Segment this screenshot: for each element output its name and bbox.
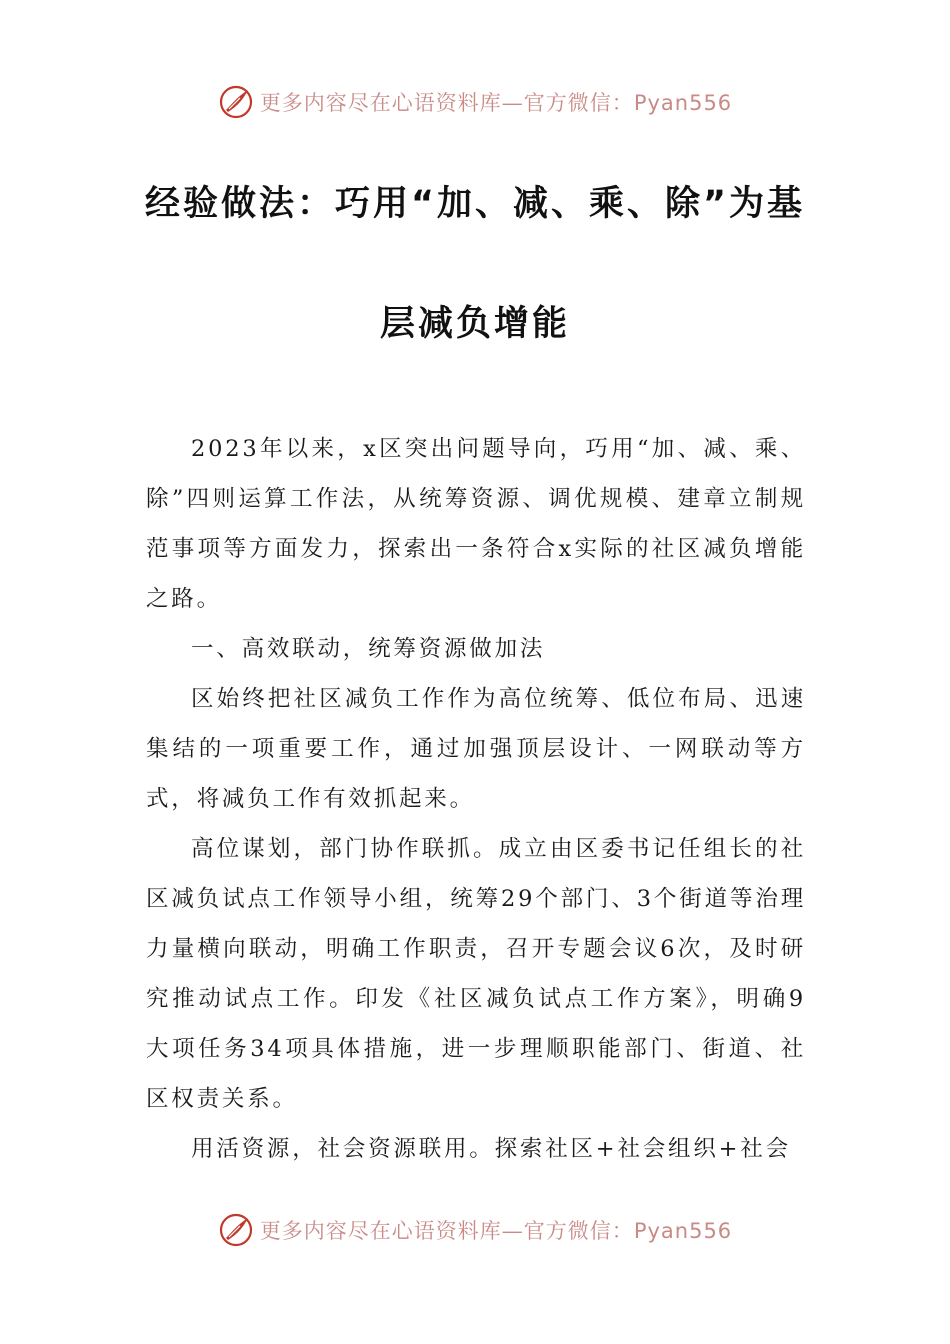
banner-text: 更多内容尽在心语资料库—官方微信：Pyan556: [259, 1219, 733, 1243]
watermark-banner-bottom: [0, 1208, 950, 1252]
paragraph-intro: 2023年以来，x区突出问题导向，巧用“加、减、乘、除”四则运算工作法，从统筹资源、调优规模、建章立制规范事项等方面发力，探索出一条符合x实际的社区减负增能之路。: [146, 436, 806, 612]
section-heading: 一、高效联动，统筹资源做加法: [191, 636, 546, 662]
page-title-line-2: 层减负增能: [379, 304, 570, 344]
paragraph: 区始终把社区减负工作作为高位统筹、低位布局、迅速集结的一项重要工作，通过加强顶层设计、一网联动等方式，将减负工作有效抓起来。: [146, 686, 806, 812]
banner-handle: Pyan556: [633, 1219, 733, 1243]
banner-handle: Pyan556: [633, 91, 733, 115]
watermark-banner-top: [0, 80, 950, 124]
paragraph: 高位谋划，部门协作联抓。成立由区委书记任组长的社区减负试点工作领导小组，统筹29个部门、3个街道等治理力量横向联动，明确工作职责，召开专题会议6次，及时研究推动试点工作。印发《社区减负试点工作方案》，明确9大项任务34项具体措施，进一步理顺职能部门、街道、社区权责关系。: [146, 836, 806, 1112]
paragraph: 用活资源，社会资源联用。探索社区+社会组织+社会: [191, 1136, 791, 1162]
quill-logo-icon: [218, 1212, 254, 1248]
banner-text: 更多内容尽在心语资料库—官方微信：Pyan556: [259, 91, 733, 115]
quill-logo-icon: [218, 84, 254, 120]
article-body: [146, 424, 806, 1174]
page-title-line-1: 经验做法：巧用“加、减、乘、除”为基: [144, 184, 805, 224]
